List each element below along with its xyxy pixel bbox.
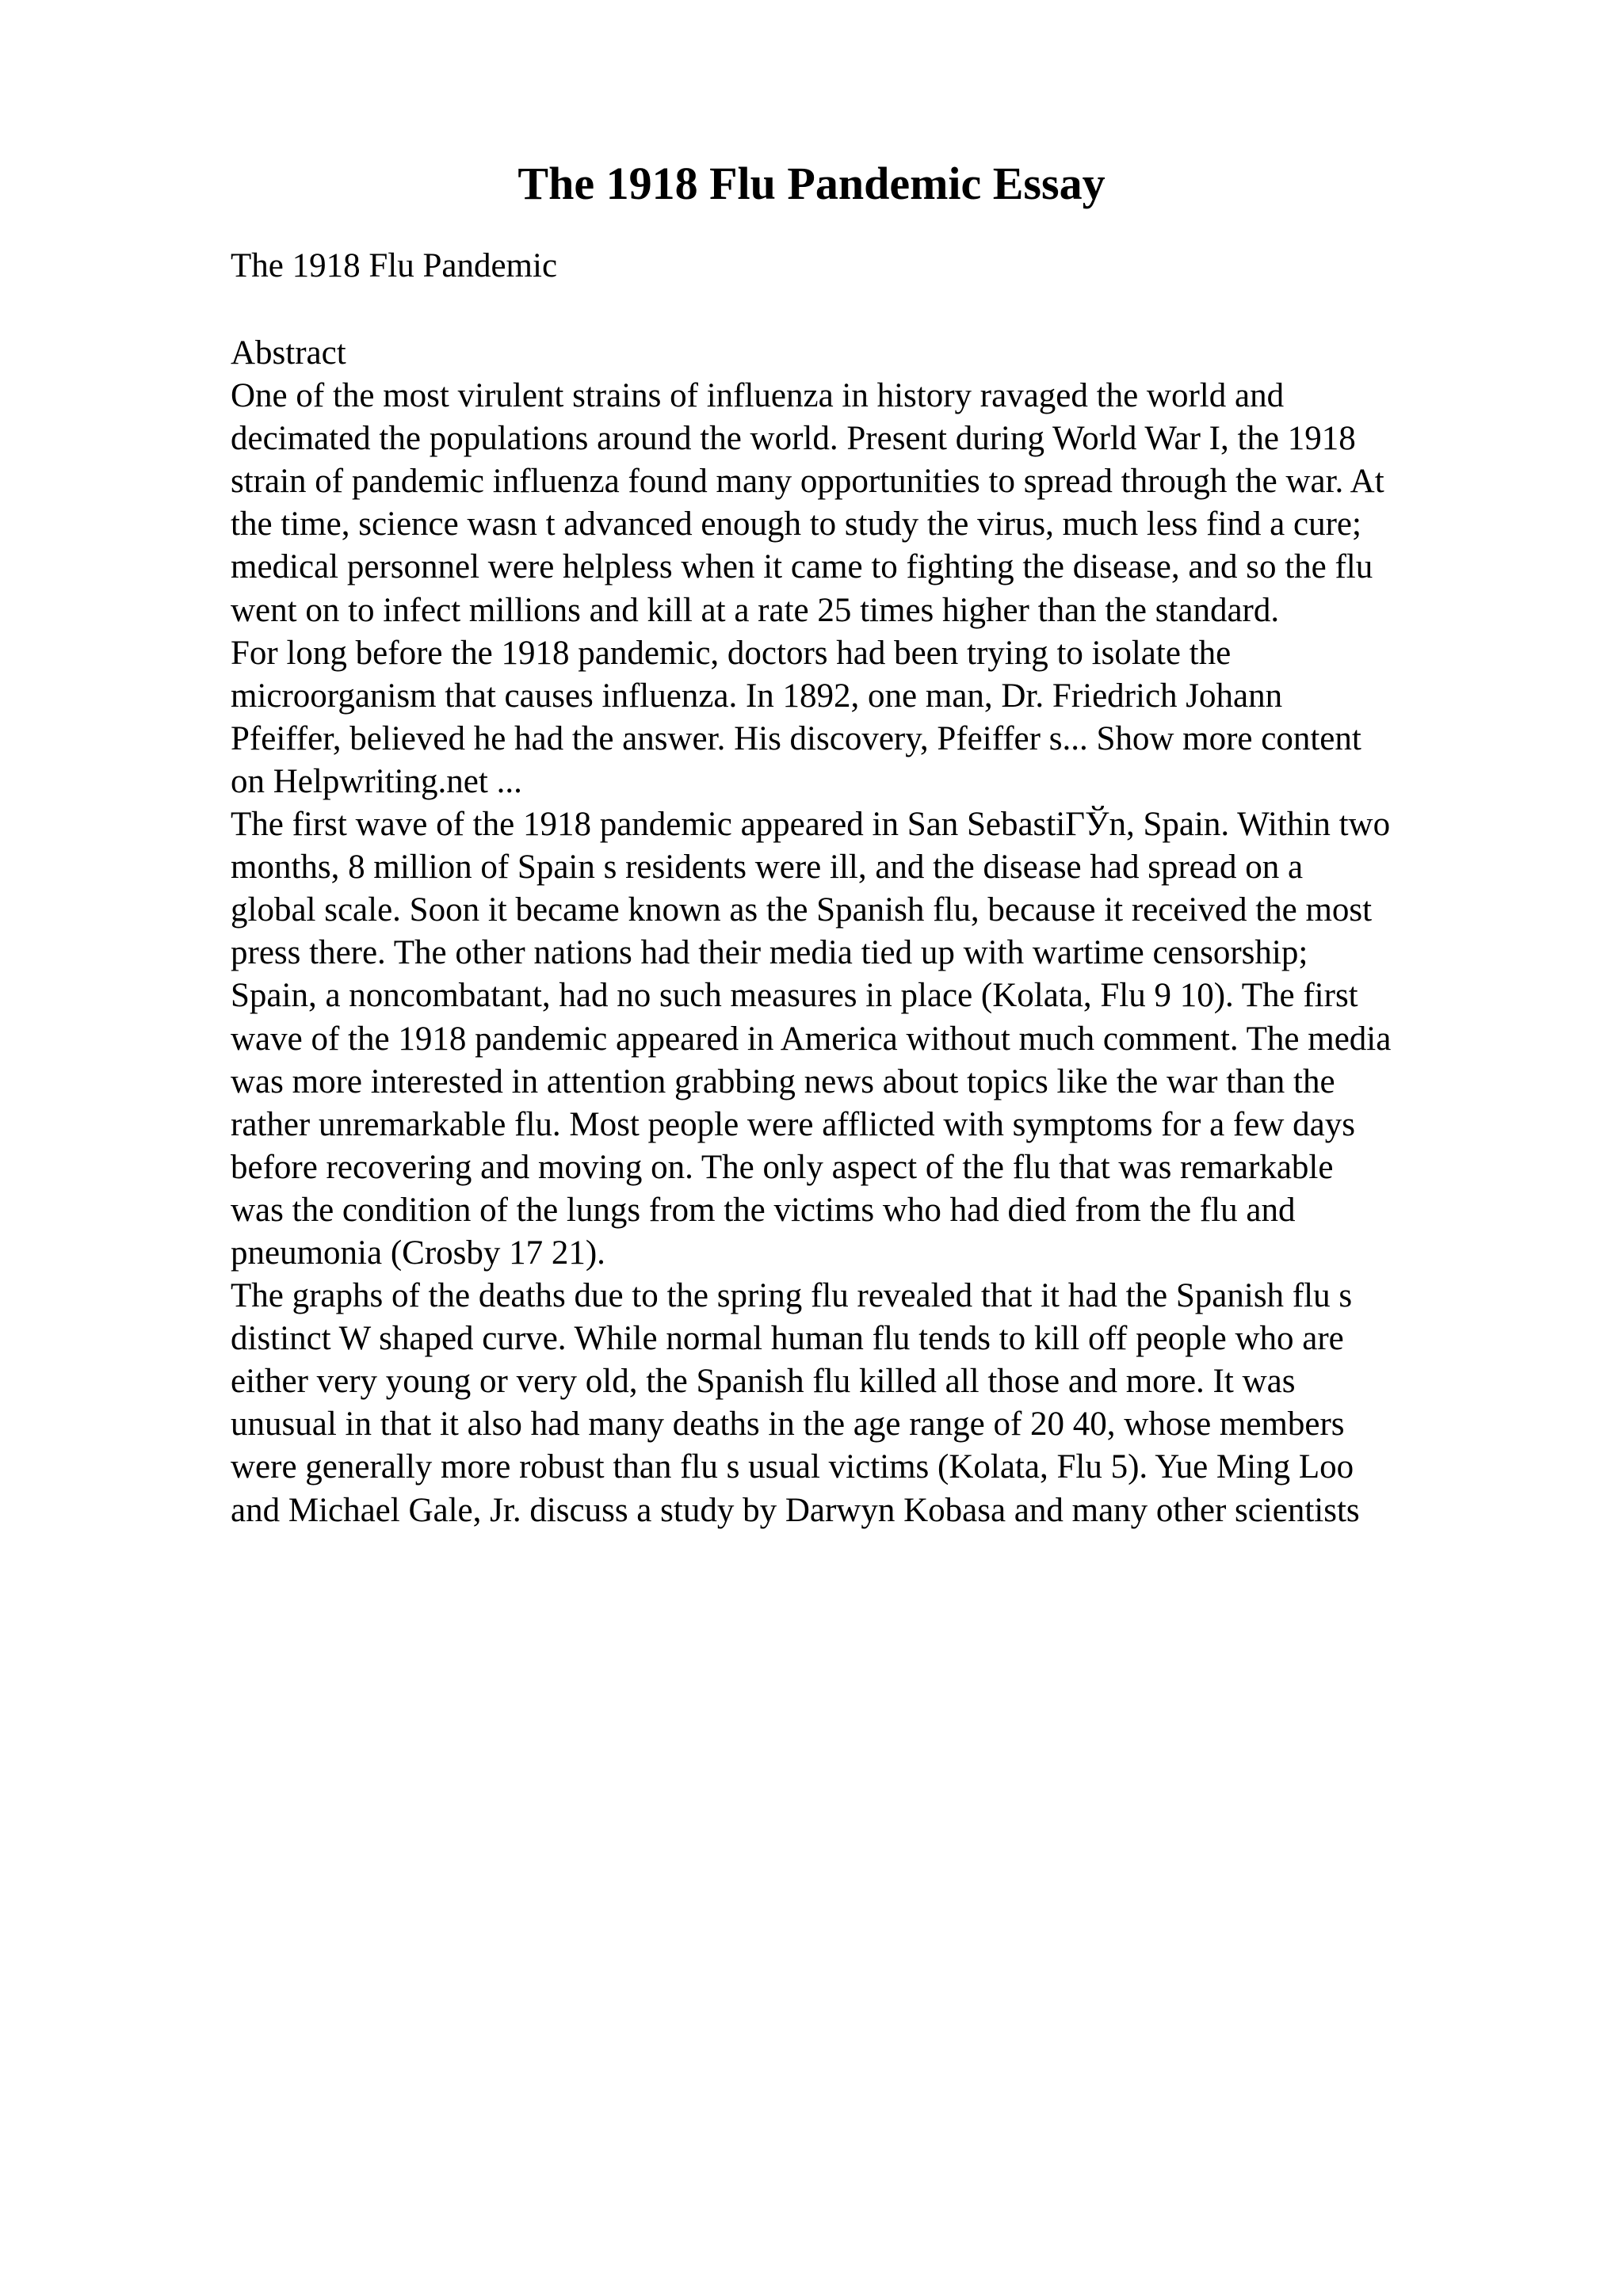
text-line: strain of pandemic influenza found many opportunities to spread through the war. At: [231, 463, 1384, 501]
text-line: press there. The other nations had their media tied up with wartime censorship;: [231, 934, 1308, 972]
text-line: The first wave of the 1918 pandemic appeared in San SebastiГЎn, Spain. Within two: [231, 806, 1391, 844]
text-line: on Helpwriting.net ...: [231, 762, 522, 800]
text-line: was the condition of the lungs from the victims who had died from the flu and: [231, 1191, 1296, 1229]
text-line: pneumonia (Crosby 17 21).: [231, 1234, 605, 1272]
text-line: were generally more robust than flu s usual victims (Kolata, Flu 5). Yue Ming Loo: [231, 1448, 1354, 1486]
text-line: months, 8 million of Spain s residents were ill, and the disease had spread on a: [231, 849, 1304, 887]
text-line: global scale. Soon it became known as the Spanish flu, because it received the most: [231, 891, 1373, 929]
text-line: went on to infect millions and kill at a rate 25 times higher than the standard.: [231, 591, 1280, 629]
text-line: was more interested in attention grabbing news about topics like the war than the: [231, 1062, 1335, 1100]
text-line: distinct W shaped curve. While normal human flu tends to kill off people who are: [231, 1320, 1344, 1358]
text-line: Spain, a noncombatant, had no such measures in place (Kolata, Flu 9 10). The first: [231, 977, 1358, 1015]
text-line: decimated the populations around the world. Present during World War I, the 1918: [231, 420, 1356, 458]
text-line: unusual in that it also had many deaths in the age range of 20 40, whose members: [231, 1405, 1345, 1444]
text-line: medical personnel were helpless when it came to fighting the disease, and so the flu: [231, 548, 1373, 586]
text-line: microorganism that causes influenza. In 1892, one man, Dr. Friedrich Johann: [231, 677, 1283, 715]
text-line: the time, science wasn t advanced enough to study the virus, much less find a cure;: [231, 505, 1361, 543]
text-line: wave of the 1918 pandemic appeared in America without much comment. The media: [231, 1020, 1392, 1058]
text-line: rather unremarkable flu. Most people were afflicted with symptoms for a few days: [231, 1105, 1355, 1143]
text-line: The graphs of the deaths due to the spring flu revealed that it had the Spanish flu s: [231, 1277, 1353, 1315]
text-line: Pfeiffer, believed he had the answer. His discovery, Pfeiffer s... Show more content: [231, 719, 1361, 757]
text-line: before recovering and moving on. The only aspect of the flu that was remarkable: [231, 1148, 1334, 1186]
text-line: One of the most virulent strains of influenza in history ravaged the world and: [231, 377, 1285, 415]
text-line: and Michael Gale, Jr. discuss a study by Darwyn Kobasa and many other scientists: [231, 1491, 1360, 1529]
section-heading-abstract: Abstract: [231, 334, 346, 372]
document-subtitle: The 1918 Flu Pandemic: [231, 247, 558, 284]
document-title: The 1918 Flu Pandemic Essay: [517, 158, 1106, 209]
text-line: For long before the 1918 pandemic, doctors had been trying to isolate the: [231, 634, 1232, 672]
text-line: either very young or very old, the Spanish flu killed all those and more. It was: [231, 1363, 1296, 1401]
essay-body: [231, 332, 1499, 1532]
